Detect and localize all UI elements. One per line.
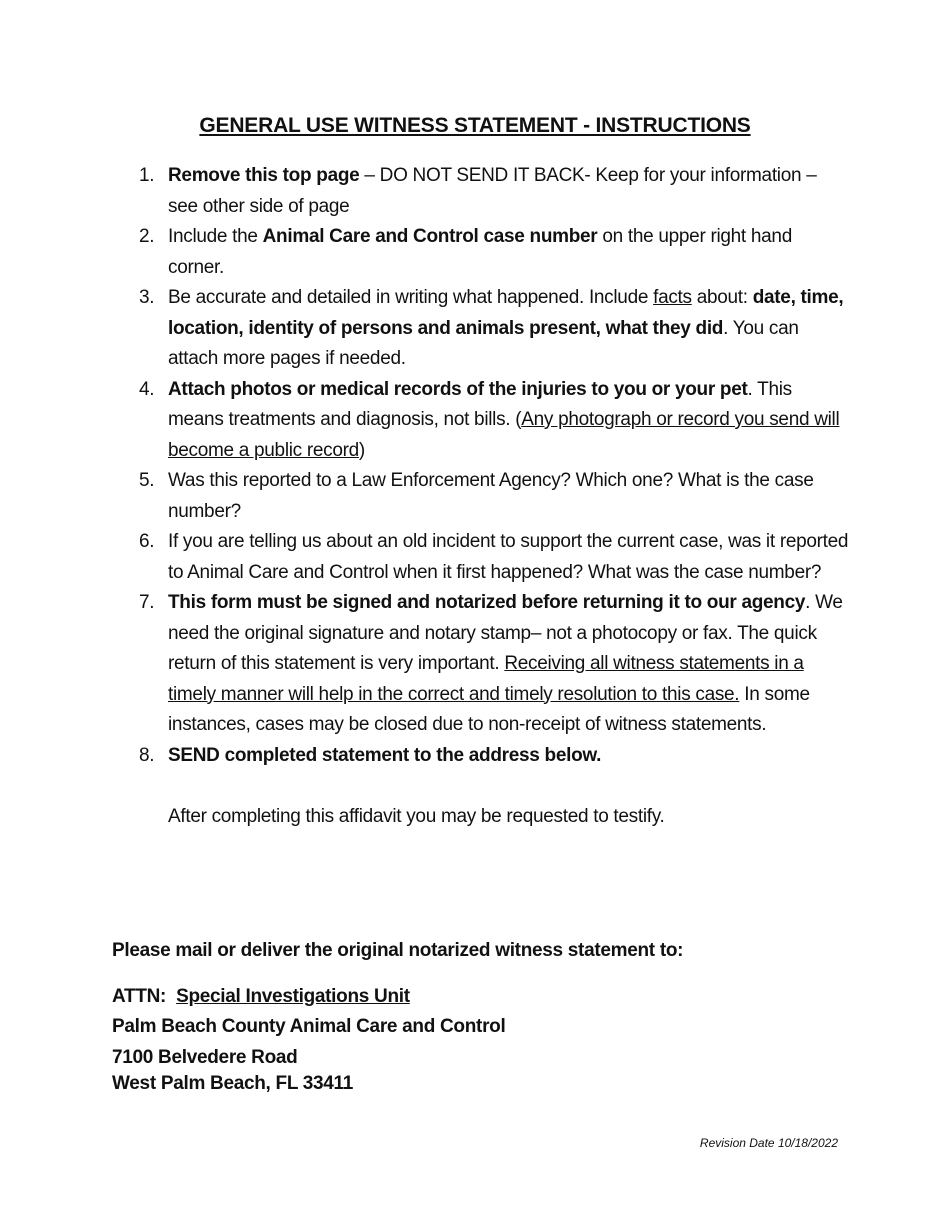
item-text: Be accurate and detailed in writing what happened. Include <box>168 287 654 308</box>
address-organization: Palm Beach County Animal Care and Control <box>112 1016 506 1037</box>
item-text: about: <box>691 287 753 308</box>
item-bold-text: SEND completed statement to the address below. <box>168 744 602 766</box>
item-bold-text: Remove this top page <box>168 165 360 186</box>
list-item <box>130 466 850 527</box>
item-number: 4. <box>139 378 155 400</box>
item-number: 5. <box>139 470 155 491</box>
item-underlined-text: facts <box>653 287 692 308</box>
instructions-list <box>130 161 850 832</box>
item-text: . This means treatments and diagnosis, not bills. ( <box>168 378 792 430</box>
item-number: 3. <box>139 287 155 308</box>
item-text: In some instances, cases may be closed due to non-receipt of witness statements. <box>168 683 810 735</box>
list-item <box>130 375 850 467</box>
spacer <box>130 771 850 802</box>
list-item <box>130 161 850 222</box>
item-text: Was this reported to a Law Enforcement Agency? Which one? What is the case number? <box>168 470 814 522</box>
item-text: ) <box>358 439 365 461</box>
list-item <box>130 283 850 375</box>
list-item <box>130 527 850 588</box>
address-street: 7100 Belvedere Road <box>112 1047 298 1068</box>
item-number: 1. <box>139 165 155 186</box>
attn-label: ATTN: <box>112 986 167 1007</box>
item-text: . You can attach more pages if needed. <box>168 317 799 369</box>
address-city-state-zip: West Palm Beach, FL 33411 <box>112 1073 354 1094</box>
affidavit-note: After completing this affidavit you may be requested to testify. <box>168 805 665 827</box>
list-item <box>130 741 850 772</box>
item-text: If you are telling us about an old incident to support the current case, was it reported to Animal Care and Control when it first happened? What was the case number? <box>168 531 849 583</box>
item-text: on the upper right hand corner. <box>168 226 792 278</box>
page-title: GENERAL USE WITNESS STATEMENT - INSTRUCTIONS <box>199 114 751 137</box>
item-text: – DO NOT SEND IT BACK- Keep for your information – see other side of page <box>168 165 817 217</box>
list-item <box>130 588 850 741</box>
revision-date: Revision Date 10/18/2022 <box>699 1136 838 1150</box>
attn-unit: Special Investigations Unit <box>176 986 410 1007</box>
item-number: 7. <box>139 592 155 613</box>
mailing-attention-line <box>112 986 410 1008</box>
item-number: 6. <box>139 531 155 552</box>
item-number: 2. <box>139 226 155 247</box>
mailing-heading: Please mail or deliver the original notarized witness statement to: <box>112 940 684 961</box>
item-underlined-text: Receiving all witness statements in a timely manner will help in the correct and timely resolution to this case. <box>168 653 804 705</box>
item-underlined-text: Any photograph or record you send will become a public record <box>168 409 840 461</box>
item-text: . We need the original signature and notary stamp– not a photocopy or fax. The quick return of this statement is very important. <box>168 592 843 674</box>
item-bold-text: date, time, location, identity of persons and animals present, what they did <box>168 287 844 339</box>
list-item <box>130 222 850 283</box>
item-text: Include the <box>168 226 263 247</box>
item-bold-text: This form must be signed and notarized before returning it to our agency <box>168 592 806 613</box>
item-number: 8. <box>139 744 155 766</box>
item-bold-text: Attach photos or medical records of the injuries to you or your pet <box>168 378 748 400</box>
item-bold-text: Animal Care and Control case number <box>262 226 598 247</box>
